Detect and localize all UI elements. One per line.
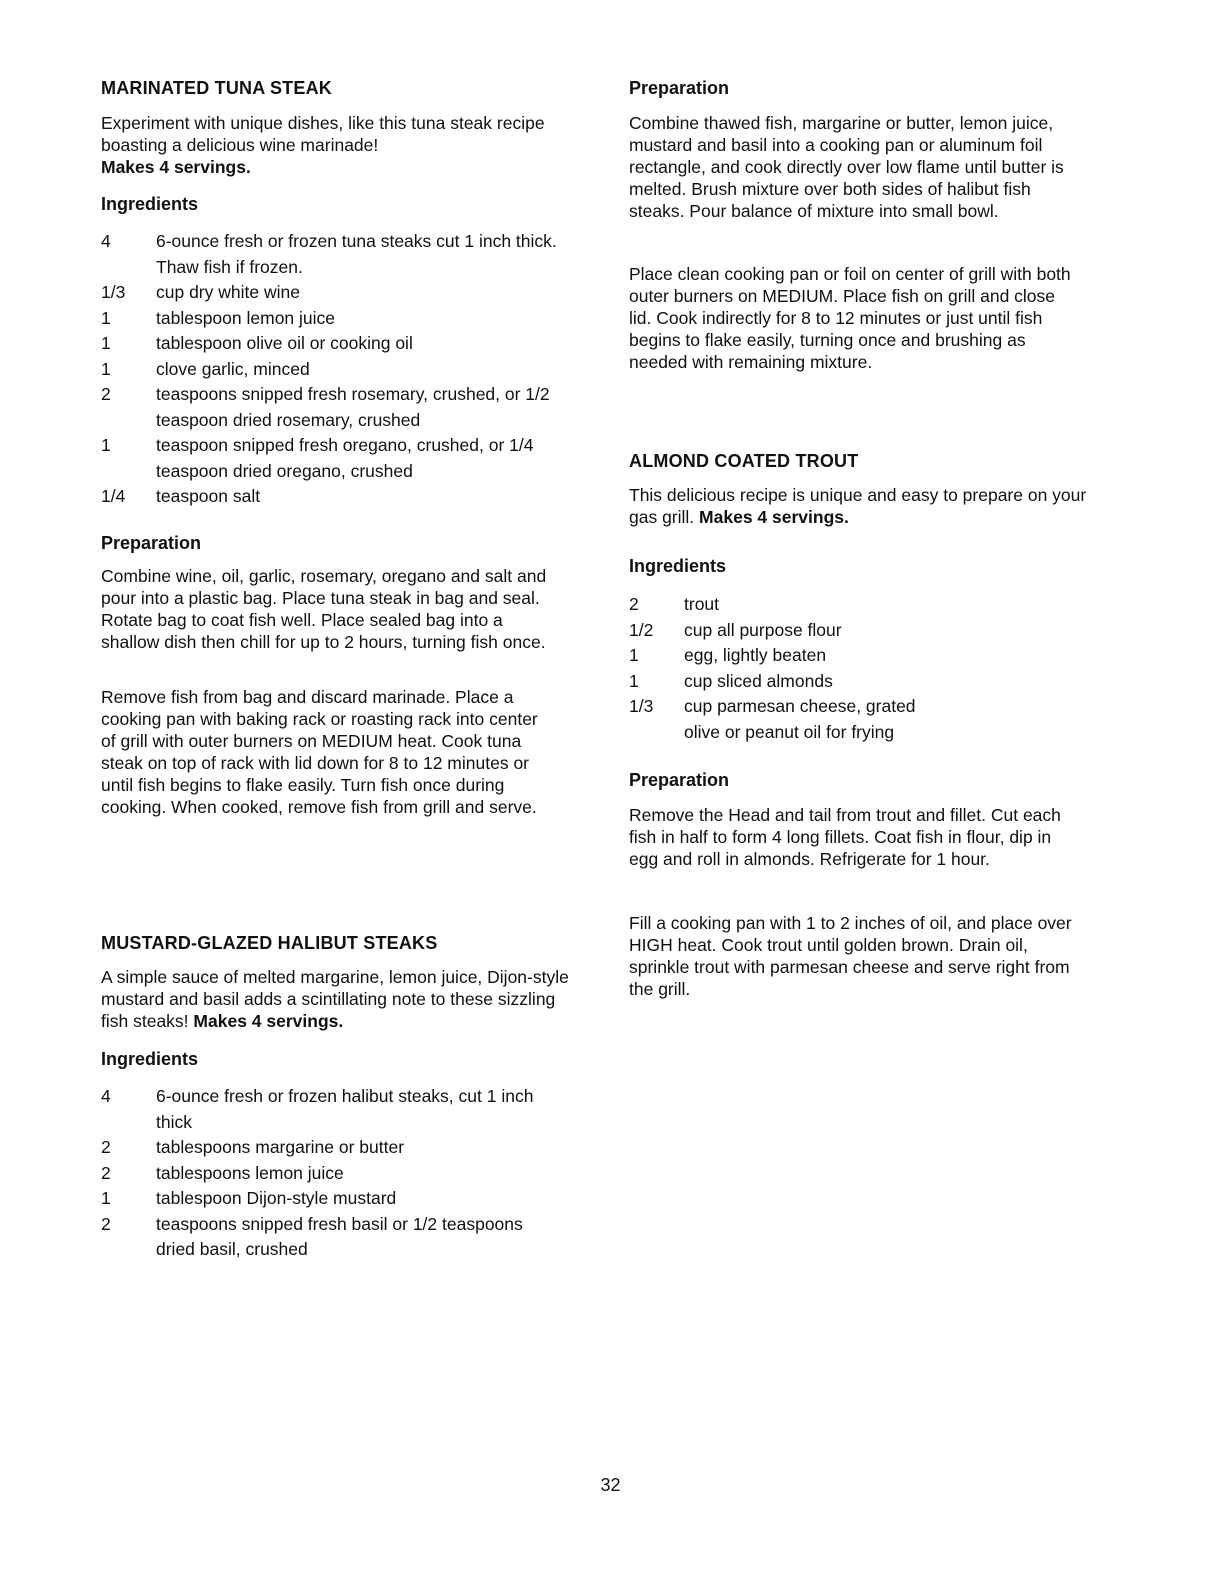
recipe-title: MUSTARD-GLAZED HALIBUT STEAKS — [101, 933, 438, 953]
ingredient-item — [101, 229, 561, 280]
ingredients-heading: Ingredients — [101, 194, 199, 214]
ingredient-item — [101, 1084, 541, 1135]
ingredient-text: teaspoons snipped fresh basil or 1/2 teaspoons dried basil, crushed — [156, 1213, 523, 1259]
recipe-intro: Experiment with unique dishes, like this tuna steak recipe boasting a delicious wine marinade! Makes 4 servings. — [101, 113, 545, 177]
ingredient-item — [629, 720, 1069, 746]
ingredient-text: teaspoon salt — [156, 486, 261, 506]
recipe-intro: This delicious recipe is unique and easy to prepare on your gas grill. Makes 4 servings. — [629, 485, 1087, 527]
servings: Makes 4 servings. — [101, 157, 251, 177]
ingredient-quantity: 1 — [629, 645, 639, 665]
ingredients-heading: Ingredients — [101, 1049, 199, 1069]
servings: Makes 4 servings. — [193, 1011, 344, 1031]
preparation-step: Remove fish from bag and discard marinade. Place a cooking pan with baking rack or roasting rack into center of grill with outer burners on MEDIUM heat. Cook tuna steak on top of rack with lid down for 8 to 12 minutes or until fish begins to flake easily. Turn fish once during cooking. When cooked, remove fish from grill and serve. — [101, 687, 538, 817]
ingredient-item — [629, 694, 1069, 720]
ingredient-text: tablespoons lemon juice — [156, 1162, 344, 1183]
ingredient-text: tablespoon olive oil or cooking oil — [156, 333, 413, 353]
ingredient-item — [101, 433, 561, 484]
ingredient-quantity: 2 — [101, 1213, 111, 1234]
ingredient-text: olive or peanut oil for frying — [684, 721, 895, 742]
ingredient-item — [101, 382, 561, 433]
ingredient-text: egg, lightly beaten — [684, 645, 827, 665]
ingredient-item — [629, 592, 1069, 618]
ingredient-quantity: 2 — [101, 1137, 111, 1157]
ingredient-text: 6-ounce fresh or frozen tuna steaks cut 1 inch thick. Thaw fish if frozen. — [156, 231, 557, 277]
servings: Makes 4 servings. — [699, 507, 849, 527]
ingredient-text: tablespoon lemon juice — [156, 307, 336, 328]
ingredient-quantity: 1/3 — [629, 696, 654, 716]
ingredient-quantity: 4 — [101, 1086, 111, 1106]
ingredient-item — [629, 643, 1069, 669]
ingredients-heading: Ingredients — [629, 556, 727, 576]
ingredient-list — [101, 229, 561, 510]
page-number: 32 — [600, 1475, 621, 1495]
ingredient-item — [629, 618, 1069, 644]
preparation-heading: Preparation — [629, 78, 730, 98]
ingredient-item — [629, 669, 1069, 695]
preparation-step: Combine thawed fish, margarine or butter, lemon juice, mustard and basil into a cooking pan or aluminum foil rectangle, and cook directly over low flame until butter is melted. Brush mixture over both sides of halibut fish steaks. Pour balance of mixture into small bowl. — [629, 113, 1064, 221]
ingredient-quantity — [629, 720, 684, 746]
ingredient-text: cup sliced almonds — [684, 670, 833, 691]
ingredient-quantity: 1 — [101, 435, 111, 455]
ingredient-text: trout — [684, 594, 720, 614]
ingredient-list — [101, 1084, 541, 1263]
ingredient-text: 6-ounce fresh or frozen halibut steaks, cut 1 inch thick — [156, 1086, 534, 1132]
preparation-step: Combine wine, oil, garlic, rosemary, oregano and salt and pour into a plastic bag. Place tuna steak in bag and seal. Rotate bag to coat fish well. Place sealed bag into a shallow dish then chill for up to 2 hours, turning fish once. — [101, 566, 547, 652]
ingredient-text: teaspoons snipped fresh rosemary, crushed, or 1/2 teaspoon dried rosemary, crushed — [156, 384, 550, 430]
ingredient-quantity: 1/3 — [101, 282, 126, 302]
ingredient-text: clove garlic, minced — [156, 358, 310, 379]
preparation-heading: Preparation — [629, 770, 730, 790]
ingredient-quantity: 1 — [101, 358, 111, 379]
ingredient-quantity: 2 — [101, 1162, 111, 1183]
ingredient-item — [101, 484, 561, 510]
ingredient-item — [101, 280, 561, 306]
ingredient-item — [101, 331, 561, 357]
recipe-title: MARINATED TUNA STEAK — [101, 78, 332, 98]
ingredient-text: tablespoon Dijon-style mustard — [156, 1188, 397, 1208]
ingredient-item — [101, 1212, 541, 1263]
ingredient-list — [629, 592, 1069, 745]
ingredient-item — [101, 357, 561, 383]
preparation-step: Remove the Head and tail from trout and fillet. Cut each fish in half to form 4 long fillets. Coat fish in flour, dip in egg and roll in almonds. Refrigerate for 1 hour. — [629, 805, 1061, 869]
preparation-heading: Preparation — [101, 533, 202, 553]
ingredient-item — [101, 1135, 541, 1161]
recipe-intro: A simple sauce of melted margarine, lemon juice, Dijon-style mustard and basil adds a scintillating note to these sizzling fish steaks! Makes 4 servings. — [101, 967, 569, 1031]
ingredient-quantity: 1 — [101, 333, 111, 353]
ingredient-text: tablespoons margarine or butter — [156, 1137, 405, 1157]
ingredient-text: cup all purpose flour — [684, 619, 842, 640]
ingredient-quantity: 1/4 — [101, 486, 126, 506]
ingredient-item — [101, 1186, 541, 1212]
preparation-step: Place clean cooking pan or foil on center of grill with both outer burners on MEDIUM. Place fish on grill and close lid. Cook indirectly for 8 to 12 minutes or just until fish begins to flake easily, turning once and brushing as needed with remaining mixture. — [629, 264, 1071, 372]
ingredient-text: cup dry white wine — [156, 282, 300, 302]
ingredient-text: teaspoon snipped fresh oregano, crushed, or 1/4 teaspoon dried oregano, crushed — [156, 435, 534, 481]
ingredient-item — [101, 306, 561, 332]
ingredient-quantity: 1 — [101, 1188, 111, 1208]
preparation-step: Fill a cooking pan with 1 to 2 inches of oil, and place over HIGH heat. Cook trout until golden brown. Drain oil, sprinkle trout with parmesan cheese and serve right from the grill. — [629, 913, 1072, 999]
ingredient-text: cup parmesan cheese, grated — [684, 696, 916, 716]
ingredient-quantity: 1 — [629, 670, 639, 691]
ingredient-quantity: 2 — [629, 594, 639, 614]
ingredient-quantity: 1/2 — [629, 619, 654, 640]
ingredient-item — [101, 1161, 541, 1187]
recipe-title: ALMOND COATED TROUT — [629, 451, 859, 471]
ingredient-quantity: 2 — [101, 384, 111, 404]
ingredient-quantity: 4 — [101, 231, 111, 251]
ingredient-quantity: 1 — [101, 307, 111, 328]
